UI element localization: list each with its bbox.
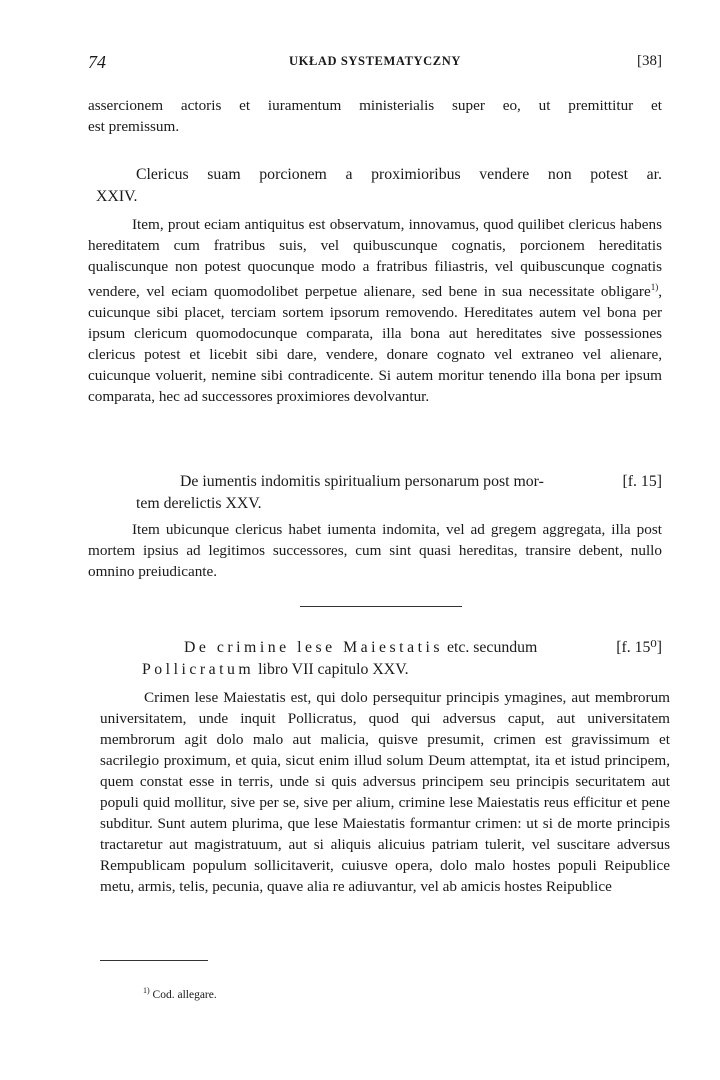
footnote-reference: 1) (650, 282, 659, 292)
footnote (143, 986, 217, 1001)
continuation-line-1: assercionem actoris et iuramentum ministerialis super eo, ut premittitur et (88, 97, 662, 114)
marginal-folio-15: [f. 15] (622, 473, 662, 490)
section-heading-crimen-line-2 (136, 659, 662, 681)
section-xxiv-text-b: , cuicunque sibi placet, terciam sortem ipsorum removendo. Hereditates autem vel bona per ipsum clericum quomodocunque comparata, illa bona aut hereditates sive possessiones clericus potest et licebit sibi dare, vendere, donare cognato vel extraneo vel alienare, cuicunque voluerit, nemine sibi contradicente. Si autem moritur tenendo illa bona per ipsum comparata, hec ad successores proximiores devolvantur. (88, 283, 662, 406)
heading-spaced-title: De crimine lese Maiestatis (184, 639, 444, 656)
section-heading-xxiv-line-2: XXIV. (96, 188, 138, 205)
section-crimen-body (100, 687, 670, 897)
heading-title-rest: etc. secundum (443, 639, 538, 656)
section-heading-xxiv (96, 164, 662, 208)
section-xxiv-paragraph (88, 214, 662, 407)
continuation-paragraph (88, 95, 662, 137)
section-xxiv-body (88, 214, 662, 407)
section-xxv-paragraph: Item ubicunque clericus habet iumenta indomita, vel ad gregem aggregata, illa post mortem ipsius ad legitimos successores, cum sint quasi hereditas, transire debent, nullo omnino preiudicante. (88, 521, 662, 580)
section-heading-crimen-row (136, 637, 662, 659)
footnote-divider (100, 960, 208, 961)
page-header (88, 52, 662, 76)
section-heading-xxv (136, 471, 662, 515)
section-heading-crimen (136, 637, 662, 681)
section-divider (300, 606, 462, 607)
section-heading-xxv-line-1: De iumentis indomitis spiritualium personarum post mor- (180, 473, 544, 490)
section-heading-crimen-line-1 (136, 639, 537, 656)
footnote-marker: 1) (143, 986, 150, 995)
section-heading-xxiv-line-1: Clericus suam porcionem a proximioribus vendere non potest ar. (136, 166, 662, 183)
section-crimen-paragraph: Crimen lese Maiestatis est, qui dolo persequitur principis ymagines, aut membrorum universitatem, unde inquit Pollicratus, quod qui adversus caput, aut universitatem membrorum agit dolo malo aut malicia, quisve presumit, crimen est gravissimum et sacrilegio proximum, et quia, sicut enim illud solum Deum attemptat, ita et istud principem, quem constat esse in terris, unde si quis adversus principem seu principis securitatem aut populi quid mollitur, sive per se, sive per alium, crimine lese Maiestatis reus efficitur et pene subditur. Sunt autem plurima, que lese Maiestatis formantur crimen: ut si de morte principis tractaretur aut magistratuum, aut si aliquis alicuius patriam tulerit, vel suscitare adversus Rempublicam populum sollicitaverit, cuiusve opera, dolo malo hostes populi Reipublice metu, armis, telis, pecunia, quave alia re adiuvantur, vel ab amicis hostes Reipublice (100, 689, 670, 895)
footnote-text: Cod. allegare. (152, 988, 217, 1001)
section-heading-xxv-line-2: tem derelictis XXV. (136, 495, 262, 512)
section-xxiv-text-a: Item, prout eciam antiquitus est observatum, innovamus, quod quilibet clericus habens hereditatem cum fratribus suis, vel quibuscunque cognatis, porcionem hereditatis qualiscunque non potest quocunque modo a fratribus filiastris, vel quibuscunque cognatis vendere, vel eciam quomodolibet perpetue alienare, sed bene in sua necessitate obligare (88, 216, 662, 301)
marginal-folio-15v: [f. 15⁰] (616, 639, 662, 656)
page-number: 74 (88, 52, 106, 72)
heading-author-rest: libro VII capitulo XXV. (254, 661, 409, 678)
continuation-line-2: est premissum. (88, 118, 180, 135)
running-title: UKŁAD SYSTEMATYCZNY (289, 54, 461, 68)
heading-spaced-author: Pollicratum (142, 661, 255, 678)
section-heading-xxv-row (136, 471, 662, 493)
section-xxv-body (88, 519, 662, 582)
folio-reference: [38] (637, 53, 662, 69)
